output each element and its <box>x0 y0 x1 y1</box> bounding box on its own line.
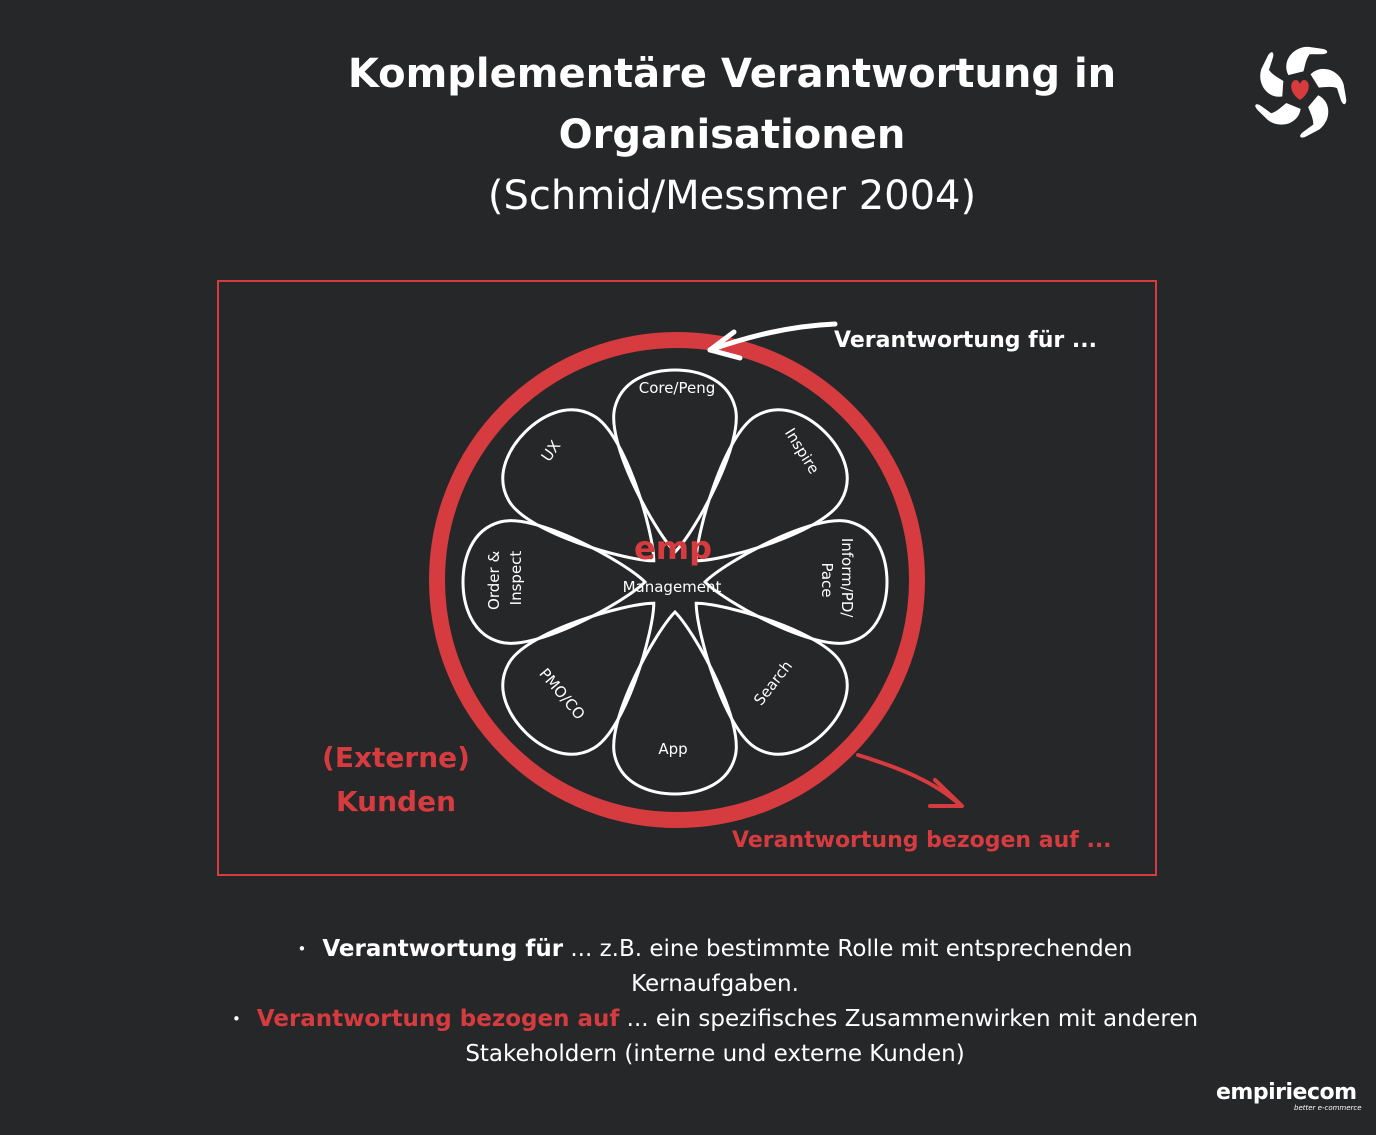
note-1-bold: Verantwortung für <box>322 936 564 962</box>
brand-logo: empiriecom <box>1216 1080 1357 1105</box>
notes-list <box>200 932 1230 1072</box>
note-1-text: ... z.B. eine bestimmte Rolle mit entsprechenden <box>563 936 1133 962</box>
petal-label-ux: UX <box>537 437 565 465</box>
title-line-1: Komplementäre Verantwortung in <box>347 51 1117 97</box>
center-brand: emp <box>634 529 712 567</box>
petal-label-order-2: Inspect <box>507 550 525 606</box>
external-customers-label <box>300 736 492 824</box>
customers-line-2: Kunden <box>335 785 457 818</box>
brand-tagline: better e-commerce <box>1294 1104 1362 1112</box>
responsibility-for-label: Verantwortung für ... <box>834 328 1097 353</box>
responsibility-related-label: Verantwortung bezogen auf ... <box>732 828 1112 853</box>
petal-label-app: App <box>658 740 688 758</box>
petal-label-inspire: Inspire <box>780 424 824 478</box>
petal-label-pmo: PMO/CO <box>535 664 589 724</box>
petal-label-order <box>485 546 525 610</box>
note-2-text-2: Stakeholdern (interne und externe Kunden) <box>465 1041 965 1067</box>
page-subtitle: (Schmid/Messmer 2004) <box>487 173 977 219</box>
petal-inform <box>705 521 887 644</box>
curved-arrow-icon <box>858 755 962 806</box>
note-1-text-2: Kernaufgaben. <box>631 971 799 997</box>
petal-label-order-1: Order & <box>485 550 503 610</box>
note-item: • Verantwortung für ... z.B. eine bestimmte Rolle mit entsprechenden Kernaufgaben. <box>297 936 1133 997</box>
petal-label-search: Search <box>750 657 796 709</box>
petal-core <box>614 370 737 552</box>
petal-label-inform <box>818 538 856 622</box>
note-2-text: ... ein spezifisches Zusammenwirken mit anderen <box>619 1006 1199 1032</box>
title-line-2: Organisationen <box>558 112 906 158</box>
petal-label-inform-1: Inform/PD/ <box>838 537 856 618</box>
note-2-bold: Verantwortung bezogen auf <box>256 1006 620 1032</box>
petal-label-inform-2: Pace <box>818 562 836 598</box>
petal-app <box>614 612 737 794</box>
note-item: • Verantwortung bezogen auf ... ein spezifisches Zusammenwirken mit anderen Stakeholdern (interne und externe Kunden) <box>231 1006 1199 1067</box>
petal-label-core: Core/Peng <box>638 379 716 397</box>
customers-line-1: (Externe) <box>322 741 470 774</box>
center-label: Management <box>622 578 722 596</box>
